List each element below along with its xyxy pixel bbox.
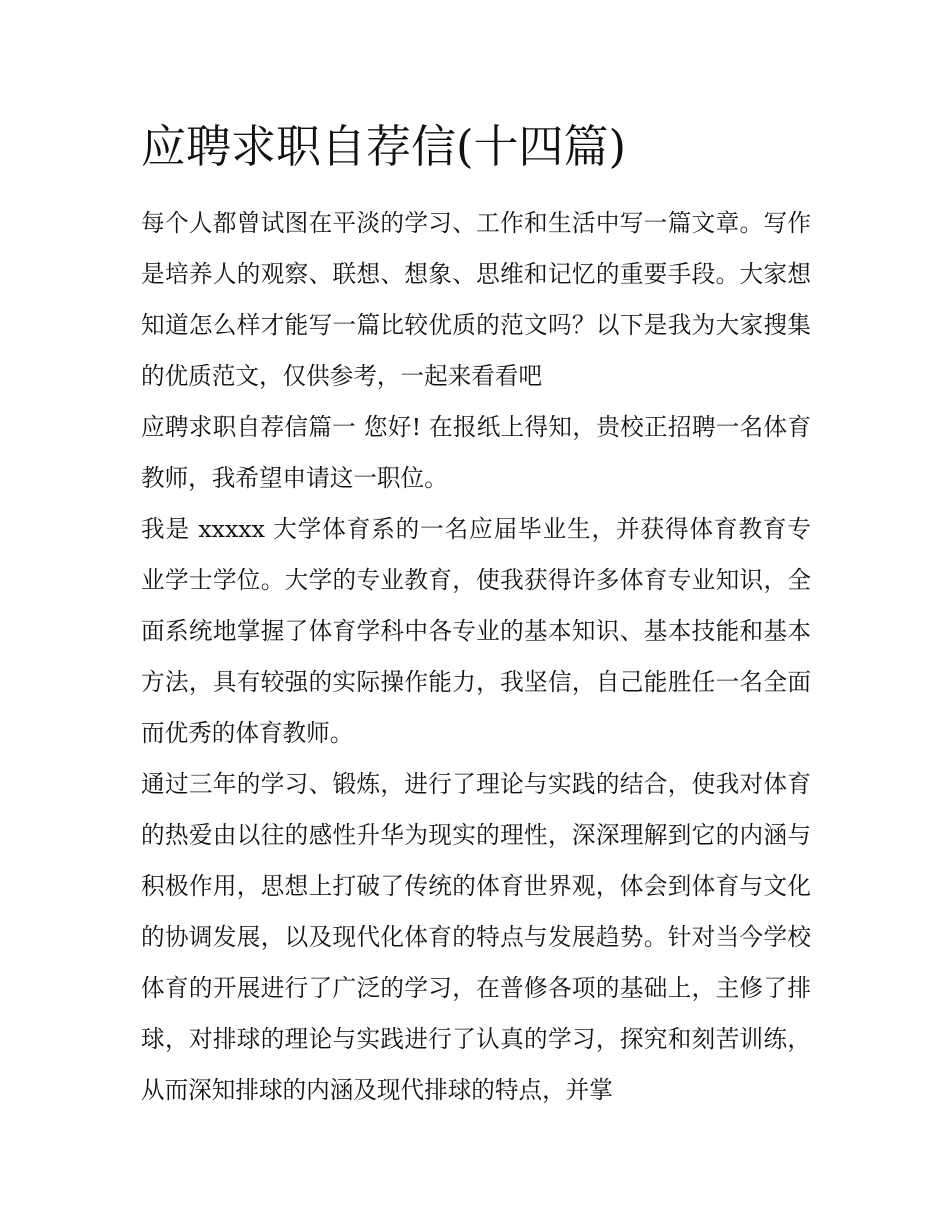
paragraph-intro: 每个人都曾试图在平淡的学习、工作和生活中写一篇文章。写作是培养人的观察、联想、想象、思维和记忆的重要手段。大家想知道怎么样才能写一篇比较优质的范文吗？以下是我为大家搜集的优质范文，仅供参考，一起来看看吧 (141, 209, 811, 390)
document-title: 应聘求职自荐信(十四篇) (141, 120, 627, 173)
document-body (141, 112, 811, 1116)
paragraph-education: 我是 xxxxx 大学体育系的一名应届毕业生，并获得体育教育专业学士学位。大学的专业教育，使我获得许多体育专业知识，全面系统地掌握了体育学科中各专业的基本知识、基本技能和基本方法，具有较强的实际操作能力，我坚信，自己能胜任一名全面而优秀的体育教师。 (141, 515, 811, 747)
paragraph-training: 通过三年的学习、锻炼，进行了理论与实践的结合，使我对体育的热爱由以往的感性升华为现实的理性，深深理解到它的内涵与积极作用，思想上打破了传统的体育世界观，体会到体育与文化的协调发展，以及现代化体育的特点与发展趋势。针对当今学校体育的开展进行了广泛的学习，在普修各项的基础上，主修了排球，对排球的理论与实践进行了认真的学习，探究和刻苦训练，从而深知排球的内涵及现代排球的特点，并掌 (141, 770, 811, 1104)
paragraph-letter-opening: 应聘求职自荐信篇一 您好! 在报纸上得知，贵校正招聘一名体育教师，我希望申请这一职位。 (141, 413, 811, 492)
